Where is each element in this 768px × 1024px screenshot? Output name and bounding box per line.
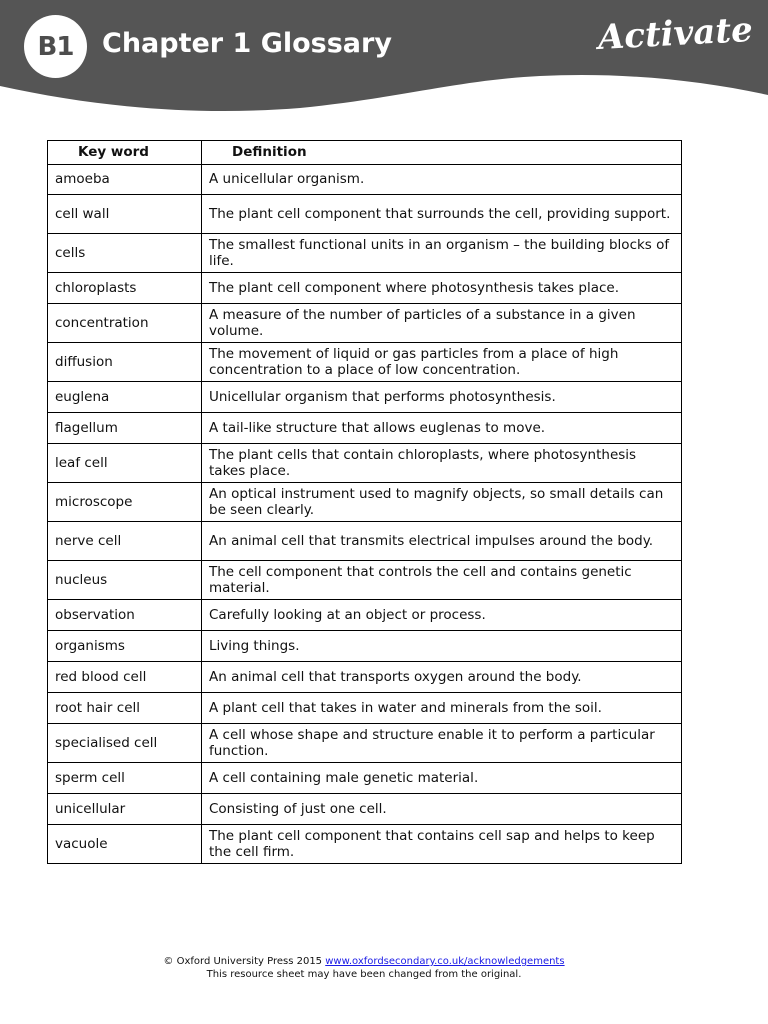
glossary-definition: A measure of the number of particles of a substance in a given volume.	[202, 304, 682, 343]
glossary-definition: The plant cell component that surrounds the cell, providing support.	[202, 195, 682, 234]
glossary-definition: Unicellular organism that performs photosynthesis.	[202, 382, 682, 413]
table-row	[48, 600, 682, 631]
table-header-row	[48, 141, 682, 165]
glossary-term: root hair cell	[48, 693, 202, 724]
glossary-definition: The movement of liquid or gas particles from a place of high concentration to a place of low concentration.	[202, 343, 682, 382]
page-footer	[0, 955, 728, 981]
table-row	[48, 693, 682, 724]
glossary-term: cell wall	[48, 195, 202, 234]
chapter-badge-label: B1	[37, 31, 74, 62]
footer-note: This resource sheet may have been changed from the original.	[206, 969, 522, 980]
glossary-term: chloroplasts	[48, 273, 202, 304]
table-row	[48, 825, 682, 864]
table-row	[48, 234, 682, 273]
glossary-definition: The plant cells that contain chloroplasts, where photosynthesis takes place.	[202, 444, 682, 483]
glossary-term: vacuole	[48, 825, 202, 864]
glossary-term: amoeba	[48, 165, 202, 195]
glossary-term: red blood cell	[48, 662, 202, 693]
glossary-term: euglena	[48, 382, 202, 413]
glossary-definition: A tail-like structure that allows euglenas to move.	[202, 413, 682, 444]
glossary-term: cells	[48, 234, 202, 273]
glossary-definition: Consisting of just one cell.	[202, 794, 682, 825]
glossary-definition: A plant cell that takes in water and minerals from the soil.	[202, 693, 682, 724]
table-row	[48, 444, 682, 483]
copyright-text: © Oxford University Press 2015	[163, 956, 323, 967]
table-row	[48, 522, 682, 561]
glossary-definition: Carefully looking at an object or process.	[202, 600, 682, 631]
acknowledgements-link[interactable]: www.oxfordsecondary.co.uk/acknowledgements	[325, 956, 565, 967]
glossary-term: sperm cell	[48, 763, 202, 794]
table-row	[48, 763, 682, 794]
glossary-definition: An animal cell that transmits electrical impulses around the body.	[202, 522, 682, 561]
table-row	[48, 724, 682, 763]
glossary-table	[47, 140, 682, 864]
glossary-term: leaf cell	[48, 444, 202, 483]
glossary-term: concentration	[48, 304, 202, 343]
table-row	[48, 165, 682, 195]
table-row	[48, 631, 682, 662]
column-header-key-word: Key word	[48, 141, 202, 165]
glossary-definition: The smallest functional units in an organism – the building blocks of life.	[202, 234, 682, 273]
glossary-definition: A unicellular organism.	[202, 165, 682, 195]
glossary-definition: The cell component that controls the cell and contains genetic material.	[202, 561, 682, 600]
glossary-definition: Living things.	[202, 631, 682, 662]
table-row	[48, 794, 682, 825]
glossary-term: microscope	[48, 483, 202, 522]
table-row	[48, 382, 682, 413]
glossary-term: nerve cell	[48, 522, 202, 561]
glossary-term: specialised cell	[48, 724, 202, 763]
chapter-badge	[24, 15, 87, 78]
glossary-term: flagellum	[48, 413, 202, 444]
page-title: Chapter 1 Glossary	[102, 28, 392, 59]
column-header-definition: Definition	[202, 141, 682, 165]
table-row	[48, 304, 682, 343]
table-row	[48, 343, 682, 382]
glossary-definition: An optical instrument used to magnify objects, so small details can be seen clearly.	[202, 483, 682, 522]
glossary-body	[48, 165, 682, 864]
glossary-definition: An animal cell that transports oxygen around the body.	[202, 662, 682, 693]
header-banner	[0, 0, 768, 120]
table-row	[48, 273, 682, 304]
table-row	[48, 561, 682, 600]
glossary-term: observation	[48, 600, 202, 631]
table-row	[48, 413, 682, 444]
table-row	[48, 483, 682, 522]
glossary-term: organisms	[48, 631, 202, 662]
glossary-definition: A cell whose shape and structure enable it to perform a particular function.	[202, 724, 682, 763]
glossary-term: diffusion	[48, 343, 202, 382]
glossary-definition: A cell containing male genetic material.	[202, 763, 682, 794]
glossary-definition: The plant cell component where photosynthesis takes place.	[202, 273, 682, 304]
glossary-term: unicellular	[48, 794, 202, 825]
table-row	[48, 195, 682, 234]
glossary-term: nucleus	[48, 561, 202, 600]
brand-logo: Activate	[596, 9, 754, 58]
footer-line-1	[0, 955, 728, 968]
glossary-definition: The plant cell component that contains cell sap and helps to keep the cell firm.	[202, 825, 682, 864]
table-row	[48, 662, 682, 693]
